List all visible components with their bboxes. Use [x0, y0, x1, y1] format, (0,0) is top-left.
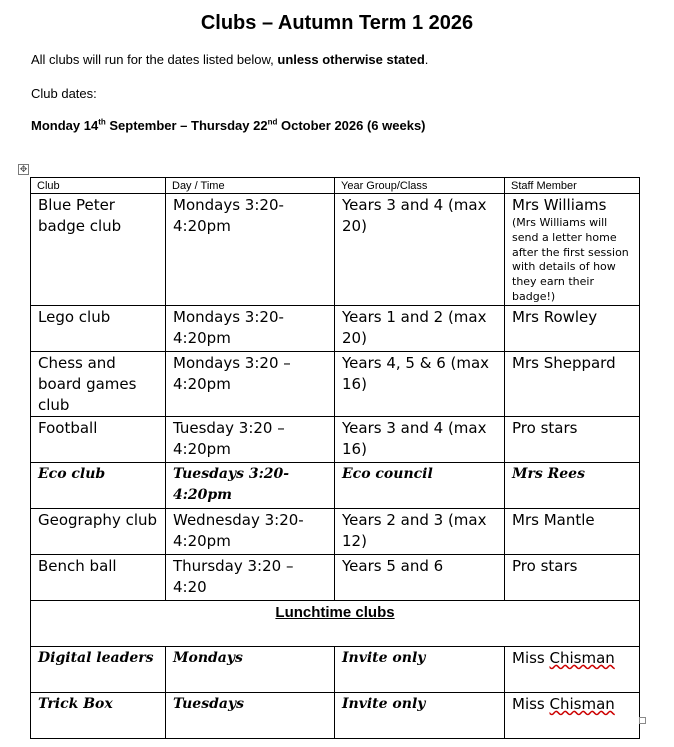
table-row: [31, 554, 640, 600]
table-row: [31, 194, 640, 306]
table-row: [31, 462, 640, 508]
club-dates-label: Club dates:: [31, 86, 97, 101]
club-staff: [505, 646, 640, 692]
staff-prefix: Miss: [512, 694, 550, 713]
staff-note: (Mrs Williams will send a letter home after the first session with details of how they earn their badge!): [512, 216, 629, 303]
club-name: Digital leaders: [31, 646, 166, 692]
club-year: Years 2 and 3 (max 12): [335, 508, 505, 554]
club-staff: [505, 194, 640, 306]
club-year: Years 5 and 6: [335, 554, 505, 600]
club-dates: [31, 118, 426, 133]
club-day: Tuesdays 3:20-4:20pm: [166, 462, 335, 508]
club-day: Mondays 3:20-4:20pm: [166, 305, 335, 351]
dates-sup-1: th: [98, 117, 106, 127]
dates-sup-2: nd: [267, 117, 278, 127]
club-year: Invite only: [335, 692, 505, 738]
club-name: Bench ball: [31, 554, 166, 600]
club-staff: Mrs Mantle: [505, 508, 640, 554]
club-day: Wednesday 3:20-4:20pm: [166, 508, 335, 554]
lunchtime-heading-row: [31, 600, 640, 646]
dates-text-1: Monday 14: [31, 118, 99, 133]
intro-text: All clubs will run for the dates listed below,: [31, 52, 278, 67]
club-year: Years 4, 5 & 6 (max 16): [335, 351, 505, 416]
club-day: Tuesdays: [166, 692, 335, 738]
club-year: Years 3 and 4 (max 16): [335, 416, 505, 462]
club-staff: Mrs Rees: [505, 462, 640, 508]
dates-text-2: September – Thursday 22: [105, 118, 268, 133]
dates-text-3: October 2026 (6 weeks): [277, 118, 426, 133]
intro-line: [31, 52, 428, 67]
staff-name: Mrs Williams: [512, 196, 607, 214]
club-name: Lego club: [31, 305, 166, 351]
club-day: Thursday 3:20 – 4:20: [166, 554, 335, 600]
table-row: [31, 305, 640, 351]
table-resize-handle-icon[interactable]: [639, 717, 646, 724]
table-row: [31, 351, 640, 416]
header-day-time: Day / Time: [166, 178, 335, 194]
table-move-handle-icon[interactable]: ✥: [19, 165, 28, 175]
club-name: Trick Box: [31, 692, 166, 738]
club-name: Eco club: [31, 462, 166, 508]
table-row: [31, 508, 640, 554]
club-staff: Mrs Rowley: [505, 305, 640, 351]
club-day: Tuesday 3:20 – 4:20pm: [166, 416, 335, 462]
intro-period: .: [424, 52, 429, 67]
club-year: Eco council: [335, 462, 505, 508]
club-staff: Pro stars: [505, 554, 640, 600]
header-year-group: Year Group/Class: [335, 178, 505, 194]
club-day: Mondays 3:20 – 4:20pm: [166, 351, 335, 416]
header-club: Club: [31, 178, 166, 194]
staff-name-spellcheck[interactable]: Chisman: [549, 694, 615, 713]
clubs-table: [30, 177, 640, 739]
intro-bold-text: unless otherwise stated: [277, 52, 425, 67]
club-staff: Mrs Sheppard: [505, 351, 640, 416]
club-year: Years 3 and 4 (max 20): [335, 194, 505, 306]
club-year: Invite only: [335, 646, 505, 692]
club-name: Geography club: [31, 508, 166, 554]
club-year: Years 1 and 2 (max 20): [335, 305, 505, 351]
club-staff: [505, 692, 640, 738]
table-row: [31, 692, 640, 738]
staff-prefix: Miss: [512, 648, 550, 667]
lunchtime-heading: Lunchtime clubs: [31, 600, 640, 646]
club-name: Football: [31, 416, 166, 462]
club-day: Mondays 3:20-4:20pm: [166, 194, 335, 306]
club-staff: Pro stars: [505, 416, 640, 462]
club-day: Mondays: [166, 646, 335, 692]
club-name: Chess and board games club: [31, 351, 166, 416]
table-header-row: [31, 178, 640, 194]
club-name: Blue Peter badge club: [31, 194, 166, 306]
document-title: Clubs – Autumn Term 1 2026: [200, 12, 474, 34]
table-row: [31, 646, 640, 692]
header-staff: Staff Member: [505, 178, 640, 194]
staff-name-spellcheck[interactable]: Chisman: [549, 648, 615, 667]
table-row: [31, 416, 640, 462]
